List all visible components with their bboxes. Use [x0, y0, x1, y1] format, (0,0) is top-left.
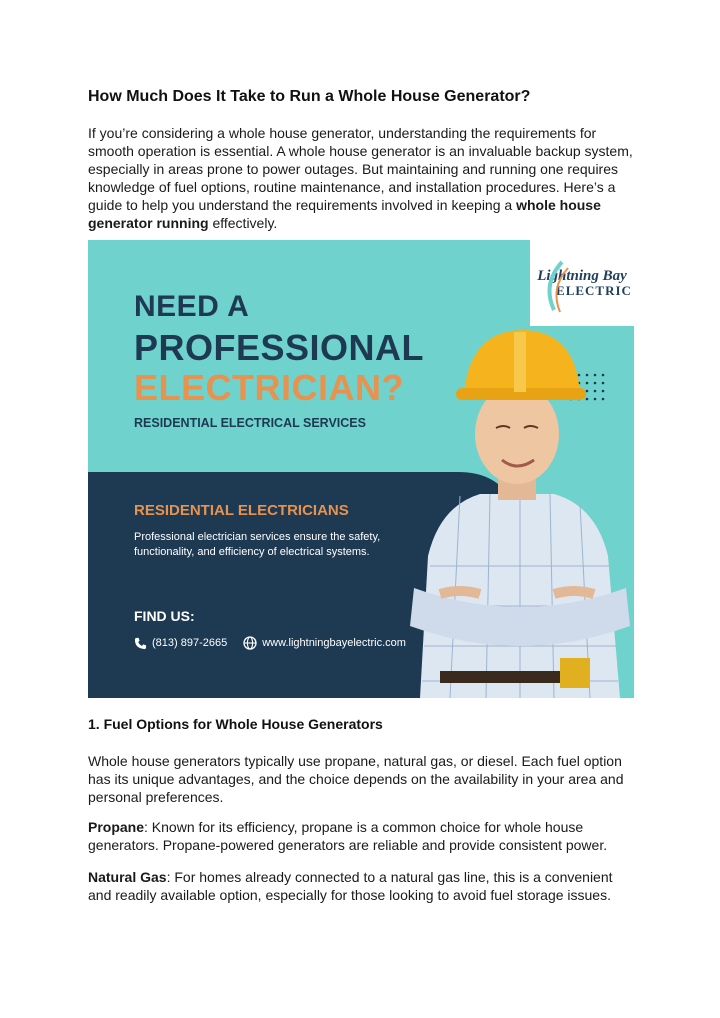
globe-icon [243, 636, 257, 650]
company-logo [530, 240, 634, 326]
hard-hat-icon [456, 330, 586, 400]
headline-need: NEED A [134, 290, 250, 323]
phone-icon [134, 637, 147, 650]
logo-line1: Lightning Bay [537, 268, 627, 284]
fuel-options-paragraph: Whole house generators typically use propane, natural gas, or diesel. Each fuel option has its unique advantages, and the choice depends on the availability in your area and personal preferences. [88, 753, 624, 805]
find-us-label: FIND US: [134, 608, 195, 624]
natural-gas-label: Natural Gas [88, 869, 167, 885]
natural-gas-text: : For homes already connected to a natural gas line, this is a convenient and readily available option, especially for those looking to avoid fuel storage issues. [88, 869, 613, 903]
contact-row [134, 636, 406, 650]
services-heading: RESIDENTIAL ELECTRICIANS [134, 502, 349, 519]
phone-number: (813) 897-2665 [152, 637, 228, 649]
propane-paragraph [88, 818, 634, 854]
page-title: How Much Does It Take to Run a Whole House Generator? [88, 88, 531, 105]
headline-electrician: ELECTRICIAN? [134, 367, 404, 408]
intro-paragraph [88, 124, 634, 232]
propane-text: : Known for its efficiency, propane is a common choice for whole house generators. Propane-powered generators are reliable and provide consistent power. [88, 819, 608, 853]
electrician-photo [400, 326, 634, 698]
headline-professional: PROFESSIONAL [134, 327, 425, 368]
intro-text: If you’re considering a whole house generator, understanding the requirements for smooth operation is essential. A whole house generator is an invaluable backup system, especially in areas prone to power outages. But maintaining and running one requires knowledge of fuel options, routine maintenance, and installation procedures. Here’s a guide to help you understand the requirements involved in keeping a [88, 125, 633, 213]
logo-line2: ELECTRIC [556, 283, 632, 298]
website-link: www.lightningbayelectric.com [262, 637, 406, 649]
intro-text-end: effectively. [208, 215, 278, 231]
intro-bold-link-text: whole house generator running [88, 197, 601, 231]
section-heading-fuel-options: 1. Fuel Options for Whole House Generators [88, 716, 383, 732]
banner-subheading: RESIDENTIAL ELECTRICAL SERVICES [134, 416, 366, 430]
natural-gas-paragraph [88, 868, 634, 904]
lightning-logo-icon [540, 250, 624, 316]
promo-banner [88, 240, 634, 698]
propane-label: Propane [88, 819, 145, 835]
services-description: Professional electrician services ensure the safety, functionality, and efficiency of electrical systems. [134, 531, 381, 558]
